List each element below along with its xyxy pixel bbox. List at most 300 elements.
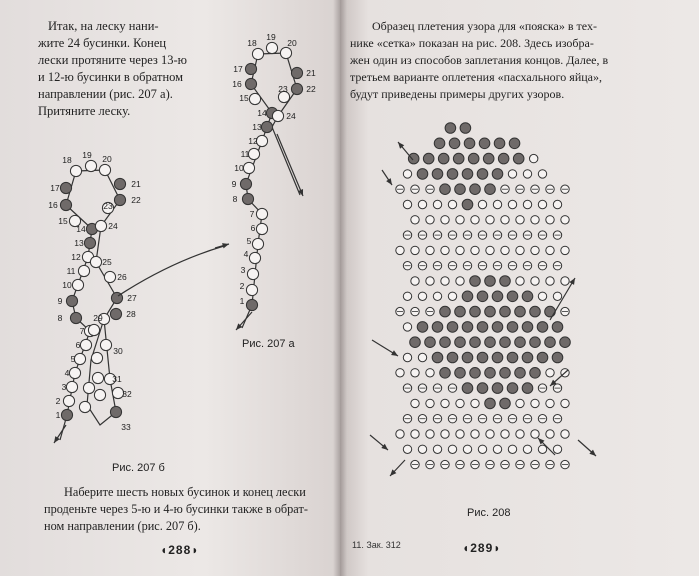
bead-dark: [500, 276, 511, 287]
bead-dark: [423, 153, 434, 164]
bead: [272, 110, 283, 121]
bead: [508, 445, 516, 453]
bead: [95, 220, 106, 231]
bead-dark: [477, 322, 488, 333]
bead-dark: [500, 306, 511, 317]
bead: [546, 369, 554, 377]
bead-dark: [410, 337, 421, 348]
signature-mark: 11. Зак. 312: [352, 540, 401, 550]
bead-dark: [492, 352, 503, 363]
bead: [531, 277, 539, 285]
bead: [90, 256, 101, 267]
bead-dark: [522, 352, 533, 363]
bead-dark: [291, 83, 302, 94]
bead-dark: [500, 398, 511, 409]
bead: [85, 160, 96, 171]
bead-dark: [485, 306, 496, 317]
text-line: жите 24 бусинки. Конец: [38, 36, 167, 50]
bead-number: 20: [102, 154, 112, 164]
bead-number: 30: [113, 346, 123, 356]
bead: [523, 445, 531, 453]
bead-dark: [470, 337, 481, 348]
text-line: проденьте через 5-ю и 4-ю бусинки также в обрат-: [44, 502, 308, 516]
bead: [501, 430, 509, 438]
bead: [501, 246, 509, 254]
bead-dark: [462, 383, 473, 394]
bead: [448, 445, 456, 453]
bead: [456, 246, 464, 254]
bead: [433, 200, 441, 208]
bead-dark: [438, 153, 449, 164]
bead-number: 6: [250, 223, 256, 233]
bead: [411, 216, 419, 224]
bead-dark: [291, 67, 302, 78]
bead-dark: [114, 194, 125, 205]
bead-dark: [432, 322, 443, 333]
bead: [403, 353, 411, 361]
bead-dark: [500, 368, 511, 379]
bead-dark: [432, 169, 443, 180]
bead-dark: [479, 138, 490, 149]
bead: [280, 47, 291, 58]
bead: [493, 200, 501, 208]
bead: [396, 369, 404, 377]
bead-number: 11: [66, 266, 76, 276]
bead-number: 23: [103, 201, 113, 211]
text-line: нике «сетка» показан на рис. 208. Здесь изобра-: [350, 36, 594, 50]
bead: [246, 284, 257, 295]
bead: [546, 277, 554, 285]
bead: [63, 395, 74, 406]
bead-number: 17: [50, 183, 60, 193]
bead: [516, 277, 524, 285]
bead: [80, 339, 91, 350]
bead: [411, 369, 419, 377]
bead-number: 31: [112, 374, 122, 384]
bead-dark: [425, 337, 436, 348]
book-gutter: [333, 0, 347, 576]
bead: [441, 216, 449, 224]
bead: [418, 445, 426, 453]
bead-number: 3: [61, 382, 67, 392]
bead: [516, 430, 524, 438]
page-number-left: ◖288◗: [160, 543, 200, 557]
right-page: [340, 0, 699, 576]
bead: [561, 430, 569, 438]
bead-dark: [530, 306, 541, 317]
bead: [486, 430, 494, 438]
bead: [523, 170, 531, 178]
bead-dark: [485, 276, 496, 287]
bead: [403, 292, 411, 300]
bead: [448, 200, 456, 208]
bead-dark: [445, 123, 456, 134]
bead-number: 26: [117, 272, 127, 282]
bead: [538, 200, 546, 208]
bead: [456, 277, 464, 285]
bead-number: 2: [55, 396, 61, 406]
text-line: и 12-ю бусинки в обратном: [38, 70, 184, 84]
bead-dark: [440, 368, 451, 379]
bead-dark: [537, 322, 548, 333]
bead: [411, 246, 419, 254]
bead-dark: [492, 291, 503, 302]
bead: [243, 162, 254, 173]
bead-number: 11: [240, 149, 250, 159]
bead-number: 4: [243, 249, 249, 259]
bead-number: 21: [131, 179, 141, 189]
bead-number: 16: [48, 200, 58, 210]
bead: [248, 148, 259, 159]
bead: [396, 246, 404, 254]
bead-number: 24: [108, 221, 118, 231]
bead-dark: [545, 337, 556, 348]
bead: [441, 277, 449, 285]
bead-dark: [500, 337, 511, 348]
bead: [426, 399, 434, 407]
bead-number: 4: [64, 368, 70, 378]
bead-number: 14: [257, 108, 267, 118]
bead-dark: [70, 312, 81, 323]
bead-number: 27: [127, 293, 137, 303]
bead-dark: [455, 368, 466, 379]
bead: [83, 382, 94, 393]
bead-number: 16: [232, 79, 242, 89]
bead: [486, 246, 494, 254]
text-line: Притяните леску.: [38, 104, 131, 118]
bead-number: 20: [287, 38, 297, 48]
bead-dark: [449, 138, 460, 149]
bead-dark: [464, 138, 475, 149]
bead-dark: [447, 322, 458, 333]
bead: [448, 292, 456, 300]
bead-dark: [492, 169, 503, 180]
bead-dark: [110, 308, 121, 319]
bead-dark: [477, 383, 488, 394]
bead: [418, 200, 426, 208]
bead: [471, 430, 479, 438]
bead-dark: [60, 182, 71, 193]
bead: [478, 445, 486, 453]
bead-number: 13: [252, 122, 262, 132]
bead-dark: [84, 237, 95, 248]
bead-number: 12: [71, 252, 81, 262]
bead: [426, 216, 434, 224]
bead: [411, 430, 419, 438]
bead: [92, 372, 103, 383]
bead: [456, 430, 464, 438]
bead: [266, 42, 277, 53]
bead: [256, 223, 267, 234]
left-page: [0, 0, 340, 576]
bead: [256, 208, 267, 219]
bead-dark: [417, 169, 428, 180]
bead: [561, 399, 569, 407]
bead-dark: [66, 295, 77, 306]
bead: [426, 369, 434, 377]
bead-dark: [432, 352, 443, 363]
bead: [561, 277, 569, 285]
bead-number: 19: [82, 150, 92, 160]
bead-dark: [453, 153, 464, 164]
bead: [69, 367, 80, 378]
ornament-icon: ◖: [462, 541, 471, 555]
bead-dark: [455, 306, 466, 317]
bead: [99, 164, 110, 175]
bead-dark: [462, 291, 473, 302]
bead-dark: [507, 291, 518, 302]
bead-dark: [485, 337, 496, 348]
bead-dark: [462, 199, 473, 210]
bead-dark: [242, 193, 253, 204]
bead: [546, 399, 554, 407]
bead-dark: [470, 184, 481, 195]
bead-number: 17: [233, 64, 243, 74]
bead: [456, 399, 464, 407]
bead: [426, 277, 434, 285]
bead: [531, 246, 539, 254]
bead: [403, 170, 411, 178]
bead-dark: [530, 368, 541, 379]
caption-208: Рис. 208: [467, 507, 511, 519]
bead: [74, 353, 85, 364]
bead: [493, 445, 501, 453]
bead-dark: [477, 291, 488, 302]
text-line: Наберите шесть новых бусинок и конец лески: [64, 485, 306, 499]
bead-number: 3: [240, 265, 246, 275]
bead-dark: [246, 299, 257, 310]
bead-dark: [498, 153, 509, 164]
bead-dark: [485, 184, 496, 195]
bead-dark: [492, 322, 503, 333]
bead: [516, 216, 524, 224]
bead-dark: [440, 337, 451, 348]
bead: [478, 200, 486, 208]
bead: [411, 277, 419, 285]
bead-number: 22: [306, 84, 316, 94]
bead: [553, 292, 561, 300]
text-line: третьем варианте оплетения «пасхального яйца»,: [350, 70, 602, 84]
bead-dark: [245, 78, 256, 89]
bead: [529, 154, 537, 162]
bead: [471, 246, 479, 254]
arrow-head-icon: [391, 350, 398, 356]
bead-number: 33: [121, 422, 131, 432]
bead: [471, 399, 479, 407]
bead-dark: [462, 352, 473, 363]
bead: [426, 246, 434, 254]
bead-dark: [61, 409, 72, 420]
bead: [546, 430, 554, 438]
bead: [104, 271, 115, 282]
text-line: направлении (рис. 207 а).: [38, 87, 173, 101]
bead-dark: [545, 306, 556, 317]
bead-number: 8: [57, 313, 63, 323]
bead: [463, 445, 471, 453]
bead: [249, 93, 260, 104]
bead: [396, 430, 404, 438]
bead-number: 18: [247, 38, 257, 48]
text-line: жен один из способов заплетания концов. Далее, в: [350, 53, 609, 67]
text-line: ном направлении (рис. 207 б).: [44, 519, 201, 533]
bead-dark: [460, 123, 471, 134]
bead-dark: [455, 337, 466, 348]
bead: [538, 445, 546, 453]
bead: [426, 430, 434, 438]
bead-dark: [440, 184, 451, 195]
left-paragraph-2: [44, 484, 336, 535]
bead: [501, 216, 509, 224]
caption-207b: Рис. 207 б: [112, 462, 165, 474]
bead: [538, 170, 546, 178]
bead: [516, 399, 524, 407]
bead-dark: [513, 153, 524, 164]
bead-number: 7: [249, 209, 255, 219]
bead: [433, 445, 441, 453]
bead-dark: [408, 153, 419, 164]
bead-number: 6: [75, 340, 81, 350]
bead-number: 23: [278, 84, 288, 94]
bead-number: 28: [126, 309, 136, 319]
bead-number: 12: [248, 136, 258, 146]
bead-dark: [515, 337, 526, 348]
bead-dark: [114, 178, 125, 189]
caption-207a: Рис. 207 а: [242, 338, 295, 350]
bead-number: 29: [93, 313, 103, 323]
bead-dark: [462, 322, 473, 333]
arrow-head-icon: [386, 178, 392, 185]
bead: [100, 339, 111, 350]
bead-number: 25: [102, 257, 112, 267]
arrow-head-icon: [54, 436, 60, 443]
bead-dark: [470, 306, 481, 317]
bead: [486, 216, 494, 224]
bead: [66, 381, 77, 392]
bead: [78, 265, 89, 276]
bead-number: 19: [266, 32, 276, 42]
bead: [411, 399, 419, 407]
bead-dark: [515, 368, 526, 379]
bead-dark: [552, 322, 563, 333]
bead-number: 13: [74, 238, 84, 248]
bead-dark: [477, 169, 488, 180]
bead: [418, 292, 426, 300]
thread-line: [277, 134, 303, 196]
bead-dark: [417, 322, 428, 333]
bead-dark: [261, 121, 272, 132]
bead: [538, 292, 546, 300]
bead-dark: [507, 322, 518, 333]
bead-dark: [60, 199, 71, 210]
bead-number: 9: [231, 179, 237, 189]
bead: [91, 352, 102, 363]
bead-dark: [560, 337, 571, 348]
bead-dark: [447, 169, 458, 180]
bead-number: 5: [70, 354, 76, 364]
bead-dark: [470, 276, 481, 287]
bead: [403, 323, 411, 331]
bead: [456, 216, 464, 224]
bead: [403, 200, 411, 208]
bead: [441, 399, 449, 407]
bead-dark: [515, 306, 526, 317]
arrow-head-icon: [222, 243, 229, 248]
ornament-icon: ◗: [493, 541, 502, 555]
bead: [88, 324, 99, 335]
bead: [70, 165, 81, 176]
bead: [531, 399, 539, 407]
bead: [471, 216, 479, 224]
bead: [553, 200, 561, 208]
bead-dark: [522, 322, 533, 333]
bead-dark: [455, 184, 466, 195]
ornament-icon: ◗: [191, 543, 200, 557]
text-line: будут приведены примеры других узоров.: [350, 87, 565, 101]
bead: [553, 445, 561, 453]
thread-line: [118, 246, 224, 296]
bead-dark: [434, 138, 445, 149]
bead-number: 7: [79, 326, 85, 336]
bead: [561, 246, 569, 254]
bead-dark: [507, 383, 518, 394]
net-pattern: [370, 123, 596, 476]
bead: [441, 430, 449, 438]
bead: [516, 246, 524, 254]
bead: [531, 216, 539, 224]
bead-number: 1: [55, 410, 61, 420]
bead: [531, 430, 539, 438]
bead-dark: [492, 383, 503, 394]
bead-dark: [245, 63, 256, 74]
bead: [72, 279, 83, 290]
bead-dark: [537, 352, 548, 363]
bead-number: 24: [286, 111, 296, 121]
bead: [403, 445, 411, 453]
bead-dark: [485, 398, 496, 409]
bead-number: 18: [62, 155, 72, 165]
bead: [247, 268, 258, 279]
bead: [94, 389, 105, 400]
bead-dark: [485, 368, 496, 379]
bead-dark: [552, 352, 563, 363]
ornament-icon: ◖: [160, 543, 169, 557]
bead-number: 9: [57, 296, 63, 306]
bead-number: 15: [239, 93, 249, 103]
bead: [441, 246, 449, 254]
bead: [561, 216, 569, 224]
bead-dark: [110, 406, 121, 417]
bead-dark: [507, 352, 518, 363]
bead-dark: [522, 291, 533, 302]
bead: [546, 246, 554, 254]
figure-208-diagram: [340, 0, 699, 576]
bead-dark: [530, 337, 541, 348]
bead-number: 2: [239, 281, 245, 291]
bead-number: 5: [246, 236, 252, 246]
bead-dark: [477, 352, 488, 363]
bead-number: 1: [239, 296, 245, 306]
bead: [508, 200, 516, 208]
bead: [508, 170, 516, 178]
bead: [256, 135, 267, 146]
bead-number: 32: [122, 389, 132, 399]
bead: [252, 48, 263, 59]
text-line: Итак, на леску нани-: [48, 19, 159, 33]
bead-number: 15: [58, 216, 68, 226]
bead: [523, 200, 531, 208]
bead-dark: [483, 153, 494, 164]
figure-207a-diagram: [232, 32, 316, 330]
